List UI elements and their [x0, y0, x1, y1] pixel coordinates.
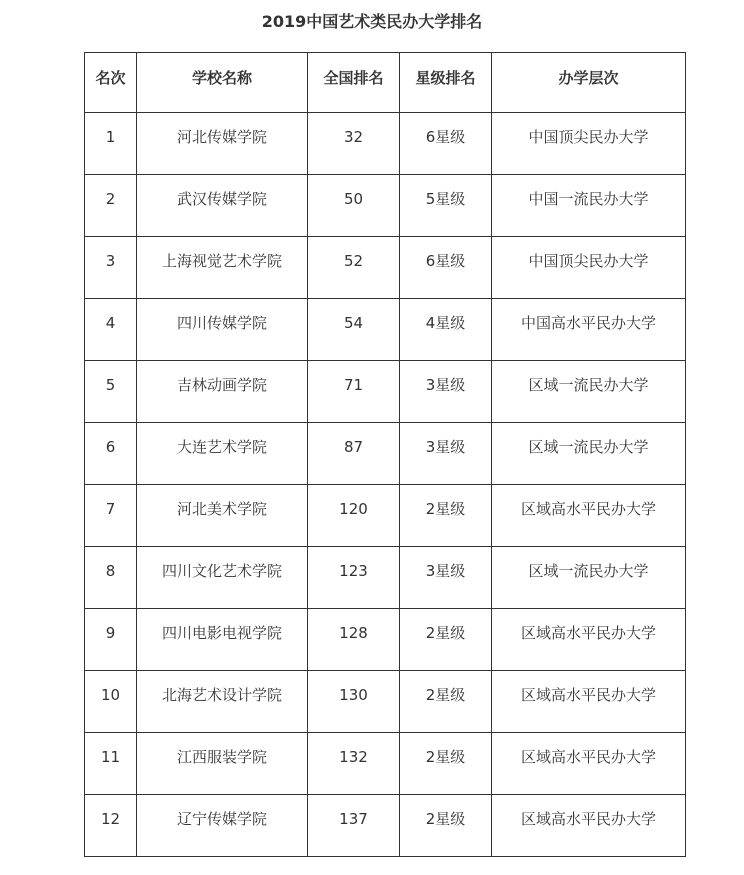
- cell-school: 北海艺术设计学院: [137, 671, 308, 733]
- cell-school: 河北传媒学院: [137, 113, 308, 175]
- cell-star-rank: 2星级: [400, 733, 492, 795]
- cell-school: 上海视觉艺术学院: [137, 237, 308, 299]
- cell-national-rank: 71: [308, 361, 400, 423]
- table-body: [85, 113, 686, 857]
- cell-star-rank: 3星级: [400, 547, 492, 609]
- cell-star-rank: 6星级: [400, 237, 492, 299]
- table-header: [85, 53, 686, 113]
- cell-rank: 10: [85, 671, 137, 733]
- table-row: [85, 361, 686, 423]
- cell-star-rank: 6星级: [400, 113, 492, 175]
- cell-school: 辽宁传媒学院: [137, 795, 308, 857]
- header-row: [85, 53, 686, 113]
- table-row: [85, 175, 686, 237]
- cell-rank: 6: [85, 423, 137, 485]
- cell-school: 大连艺术学院: [137, 423, 308, 485]
- cell-national-rank: 32: [308, 113, 400, 175]
- header-national-rank: 全国排名: [308, 53, 400, 113]
- cell-level: 中国顶尖民办大学: [492, 113, 686, 175]
- table-row: [85, 671, 686, 733]
- cell-star-rank: 2星级: [400, 671, 492, 733]
- cell-star-rank: 2星级: [400, 485, 492, 547]
- cell-national-rank: 137: [308, 795, 400, 857]
- table-row: [85, 237, 686, 299]
- cell-national-rank: 87: [308, 423, 400, 485]
- cell-level: 中国高水平民办大学: [492, 299, 686, 361]
- cell-rank: 3: [85, 237, 137, 299]
- cell-rank: 5: [85, 361, 137, 423]
- cell-rank: 11: [85, 733, 137, 795]
- cell-level: 区域高水平民办大学: [492, 485, 686, 547]
- header-level: 办学层次: [492, 53, 686, 113]
- cell-level: 区域高水平民办大学: [492, 733, 686, 795]
- cell-star-rank: 4星级: [400, 299, 492, 361]
- cell-rank: 4: [85, 299, 137, 361]
- table-row: [85, 609, 686, 671]
- cell-national-rank: 120: [308, 485, 400, 547]
- cell-national-rank: 54: [308, 299, 400, 361]
- page-title: 2019中国艺术类民办大学排名: [261, 12, 483, 31]
- cell-rank: 8: [85, 547, 137, 609]
- cell-rank: 9: [85, 609, 137, 671]
- cell-national-rank: 52: [308, 237, 400, 299]
- cell-national-rank: 132: [308, 733, 400, 795]
- cell-school: 江西服装学院: [137, 733, 308, 795]
- table-row: [85, 733, 686, 795]
- cell-school: 武汉传媒学院: [137, 175, 308, 237]
- cell-star-rank: 2星级: [400, 795, 492, 857]
- cell-national-rank: 123: [308, 547, 400, 609]
- header-rank: 名次: [85, 53, 137, 113]
- cell-level: 区域高水平民办大学: [492, 671, 686, 733]
- cell-school: 河北美术学院: [137, 485, 308, 547]
- table-row: [85, 547, 686, 609]
- cell-star-rank: 5星级: [400, 175, 492, 237]
- table-row: [85, 423, 686, 485]
- cell-rank: 7: [85, 485, 137, 547]
- ranking-table: [84, 52, 686, 857]
- cell-level: 中国顶尖民办大学: [492, 237, 686, 299]
- cell-school: 四川电影电视学院: [137, 609, 308, 671]
- table-row: [85, 485, 686, 547]
- table-row: [85, 795, 686, 857]
- cell-school: 吉林动画学院: [137, 361, 308, 423]
- cell-level: 区域一流民办大学: [492, 361, 686, 423]
- cell-national-rank: 50: [308, 175, 400, 237]
- cell-level: 区域高水平民办大学: [492, 795, 686, 857]
- cell-national-rank: 130: [308, 671, 400, 733]
- cell-level: 区域一流民办大学: [492, 423, 686, 485]
- cell-school: 四川文化艺术学院: [137, 547, 308, 609]
- cell-star-rank: 2星级: [400, 609, 492, 671]
- cell-national-rank: 128: [308, 609, 400, 671]
- cell-rank: 12: [85, 795, 137, 857]
- header-star-rank: 星级排名: [400, 53, 492, 113]
- cell-star-rank: 3星级: [400, 361, 492, 423]
- cell-star-rank: 3星级: [400, 423, 492, 485]
- cell-level: 中国一流民办大学: [492, 175, 686, 237]
- cell-rank: 2: [85, 175, 137, 237]
- table-row: [85, 299, 686, 361]
- cell-level: 区域一流民办大学: [492, 547, 686, 609]
- table-row: [85, 113, 686, 175]
- cell-school: 四川传媒学院: [137, 299, 308, 361]
- cell-rank: 1: [85, 113, 137, 175]
- header-school: 学校名称: [137, 53, 308, 113]
- cell-level: 区域高水平民办大学: [492, 609, 686, 671]
